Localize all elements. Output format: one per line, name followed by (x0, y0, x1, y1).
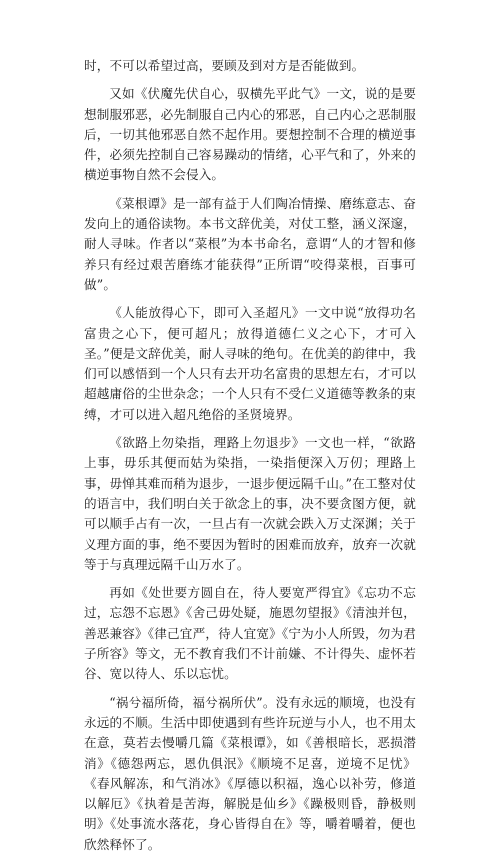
paragraph-rusheng-chaofan: 《人能放得心下，即可入圣超凡》一文中说“放得功名富贵之心下，便可超凡；放得道德仁义之心下，才可入圣。”便是文辞优美，耐人寻味的绝句。在优美的韵律中，我们可以感悟到一个人只有去开功名富贵的思想左右，才可以超越庸俗的尘世杂念；一个人只有不受仁义道德等教条的束缚，才可以进入超凡绝俗的圣贤境界。 (84, 305, 416, 422)
document-page (84, 56, 416, 855)
paragraph-zaiŕu-examples: 再如《处世要方圆自在，待人要宽严得宜》《忘功不忘过，忘怨不忘恩》《舍己毋处疑，施恩勿望报》《清浊并包，善恶兼容》《律己宜严，待人宜宽》《宁为小人所毁，勿为君子所容》等文，无不教育我们不计前嫌、不计得失、虚怀若谷、宽以待人、乐以忘忧。 (84, 585, 416, 682)
paragraph-huofu-conclusion: “祸兮福所倚，福兮祸所伏”。没有永远的顺境，也没有永远的不顺。生活中即使遇到有些许玩逆与小人，也不用太在意，莫若去慢嚼几篇《菜根谭》，如《善根暗长，恶损潜消》《德怨两忘，恩仇俱泯》《顺境不足喜，逆境不足忧》《春风解冻，和气消冰》《厚德以积福，逸心以补劳，修道以解厄》《执着是苦海，解脱是仙乡》《躁极则昏，静极则明》《处事流水落花，身心皆得自在》等，嚼着嚼着，便也欣然释怀了。 (84, 694, 416, 852)
paragraph-fumo: 又如《伏魔先伏自心，驭横先平此气》一文，说的是要想制服邪恶，必先制服自己内心的邪恶，自己内心之恶制服后，一切其他邪恶自然不起作用。要想控制不合理的横逆事件，必须先控制自己容易躁动的情绪，心平气和了，外来的横逆事物自然不会侵入。 (84, 86, 416, 183)
paragraph-caigentan-intro: 《菜根谭》是一部有益于人们陶冶情操、磨练意志、奋发向上的通俗读物。本书文辞优美，对仗工整，涵义深邃，耐人寻味。作者以“菜根”为本书命名，意谓“人的才智和修养只有经过艰苦磨练才能获得”正所谓“咬得菜根，百事可做”。 (84, 195, 416, 292)
paragraph-continuation: 时，不可以希望过高，要顾及到对方是否能做到。 (84, 58, 365, 73)
paragraph-yulu-lilu: 《欲路上勿染指，理路上勿退步》一文也一样，“欲路上事，毋乐其便而姑为染指，一染指便深入万仞；理路上事，毋惮其难而稍为退步，一退步便远隔千山。”在工整对仗的语言中，我们明白关于欲念上的事，决不要贪图方便，就可以顺手占有一次，一旦占有一次就会跌入万丈深渊；关于义理方面的事，绝不要因为暂时的困难而放弃，放弃一次就等于与真理远隔千山万水了。 (84, 435, 416, 572)
